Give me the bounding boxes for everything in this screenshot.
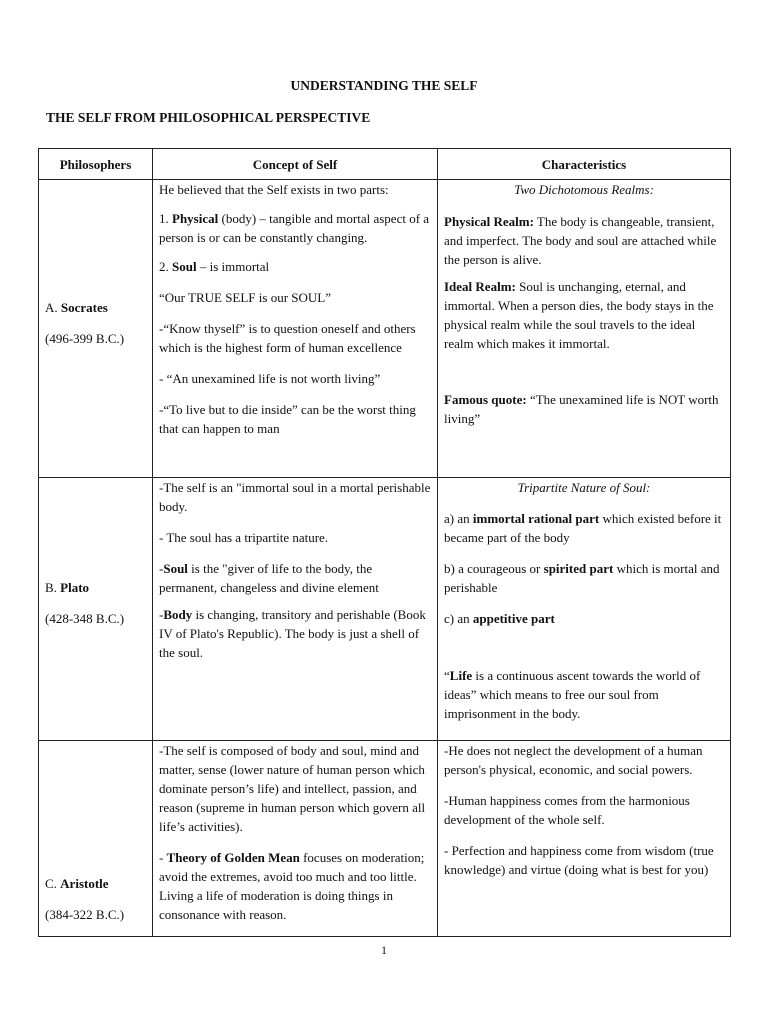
- table-row-aristotle: [39, 741, 731, 937]
- document-title: UNDERSTANDING THE SELF: [290, 78, 478, 93]
- header-philosophers: Philosophers: [39, 149, 153, 180]
- characteristics-cell: -He does not neglect the development of a human person's physical, economic, and social powers. -Human happiness comes from the harmonious development of the whole self. - Perfection and happiness come from wisdom (true knowledge) and virtue (doing what is best for you): [438, 741, 731, 937]
- concept-cell: He believed that the Self exists in two parts: 1. Physical (body) – tangible and mortal aspect of a person is or can be constantly changing. 2. Soul – is immortal “Our TRUE SELF is our SOUL” -“Know thyself” is to question oneself and others which is the highest form of human excellence - “An unexamined life is not worth living” -“To live but to die inside” can be the worst thing that can happen to man: [153, 180, 438, 478]
- concept-cell: -The self is composed of body and soul, mind and matter, sense (lower nature of human person which dominate person’s life) and intellect, passion, and reason (supreme in human person which govern all life’s activities). - Theory of Golden Mean focuses on moderation; avoid the extremes, avoid too much and too little. Living a life of moderation is doing things in consonance with reason.: [153, 741, 438, 937]
- philosopher-years: (428-348 B.C.): [45, 611, 125, 626]
- header-characteristics: Characteristics: [438, 149, 731, 180]
- philosophers-table: [38, 148, 731, 937]
- philosopher-years: (496-399 B.C.): [45, 330, 125, 346]
- characteristics-cell: Two Dichotomous Realms: Physical Realm: The body is changeable, transient, and imperfect. The body and soul are attached while the person is alive. Ideal Realm: Soul is unchanging, eternal, and immortal. When a person dies, the body stays in the physical realm while the soul travels to the ideal realm which makes it immortal. Famous quote: “The unexamined life is NOT worth living”: [438, 180, 731, 478]
- header-concept-of-self: Concept of Self: [153, 149, 438, 180]
- philosopher-cell: [39, 180, 153, 478]
- philosopher-name: C. Aristotle: [45, 876, 109, 891]
- section-subtitle: THE SELF FROM PHILOSOPHICAL PERSPECTIVE: [46, 110, 371, 125]
- philosopher-years: (384-322 B.C.): [45, 907, 125, 922]
- table-header-row: [39, 149, 731, 180]
- table-row-socrates: [39, 180, 731, 478]
- philosopher-cell: [39, 741, 153, 937]
- page-number: 1: [381, 943, 387, 957]
- philosopher-cell: [39, 478, 153, 741]
- characteristics-cell: Tripartite Nature of Soul: a) an immortal rational part which existed before it became part of the body b) a courageous or spirited part which is mortal and perishable c) an appetitive part “Life is a continuous ascent towards the world of ideas” which means to free our soul from imprisonment in the body.: [438, 478, 731, 741]
- concept-cell: -The self is an "immortal soul in a mortal perishable body. - The soul has a tripartite nature. -Soul is the "giver of life to the body, the permanent, changeless and divine element -Body is changing, transitory and perishable (Book IV of Plato's Republic). The body is just a shell of the soul.: [153, 478, 438, 741]
- table-row-plato: [39, 478, 731, 741]
- philosopher-name: A. Socrates: [45, 299, 108, 315]
- philosopher-name: B. Plato: [45, 580, 90, 595]
